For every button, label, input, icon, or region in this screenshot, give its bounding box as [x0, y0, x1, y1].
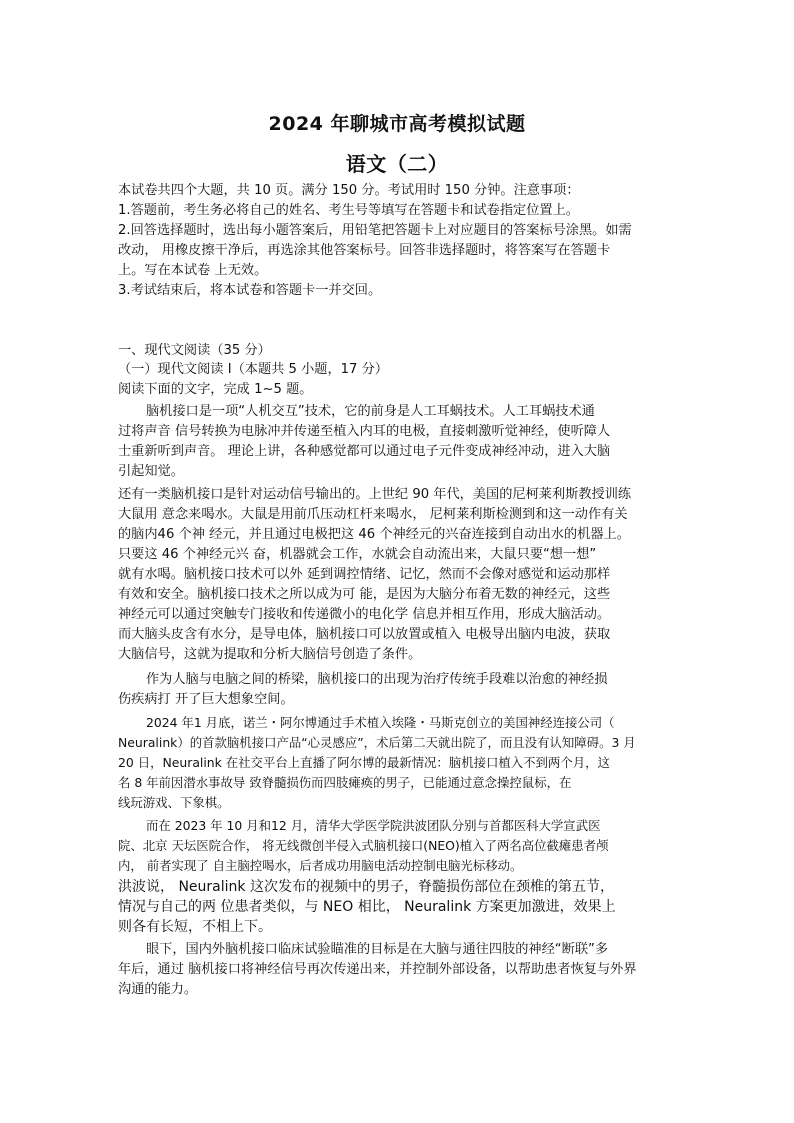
paragraph-7 — [118, 940, 680, 1000]
exam-subtitle: 语文（二） — [345, 152, 449, 176]
paragraph-line: 作为人脑与电脑之间的桥梁，脑机接口的出现为治疗传统手段难以治愈的神经损 — [146, 672, 608, 687]
paragraph-line: 而在 2023 年 10 月和12 月，清华大学医学院洪波团队分别与首都医科大学宣武医 — [146, 818, 601, 833]
paragraph-line: 大脑信号，这就为提取和分析大脑信号创造了条件。 — [118, 647, 422, 662]
section-header — [118, 341, 678, 399]
instruction-line: 上。写在本试卷 上无效。 — [118, 263, 268, 278]
paragraph-line: 20 日，Neuralink 在社交平台上直播了阿尔博的最新情况：脑机接口植入不到两个月，这 — [118, 755, 610, 770]
reading-prompt: 阅读下面的文字，完成 1~5 题。 — [118, 381, 313, 397]
paragraph-5 — [118, 816, 678, 876]
paragraph-line: 引起知觉。 — [118, 464, 184, 479]
paragraph-line: 名 8 年前因潜水事故导 致脊髓损伤而四肢瘫痪的男子，已能通过意念操控鼠标，在 — [118, 775, 572, 790]
section-subheading: （一）现代文阅读 I（本题共 5 小题，17 分） — [118, 362, 389, 378]
paragraph-line: 就有水喝。脑机接口技术可以外 延到调控情绪、记忆，然而不会像对感觉和运动那样 — [118, 567, 611, 582]
paragraph-line: 情况与自己的两 位患者类似，与 NEO 相比， Neuralink 方案更加激进，效果上 — [118, 899, 616, 915]
instruction-line: 1.答题前，考生务必将自己的姓名、考生号等填写在答题卡和试卷指定位置上。 — [118, 203, 579, 218]
paragraph-line: 年后，通过 脑机接口将神经信号再次传递出来，并控制外部设备，以帮助患者恢复与外界 — [118, 962, 637, 977]
paragraph-line: 则各有长短，不相上下。 — [118, 919, 272, 935]
paragraph-line: 神经元可以通过突触专门接收和传递微小的电化学 信息并相互作用，形成大脑活动。 — [118, 607, 611, 622]
instruction-line: 改动， 用橡皮擦干净后，再选涂其他答案标号。回答非选择题时，将答案写在答题卡 — [118, 243, 611, 258]
instruction-line: 2.回答选择题时，选出每小题答案后，用铅笔把答题卡上对应题目的答案标号涂黑。如需 — [118, 223, 632, 238]
paragraph-6 — [118, 877, 678, 937]
paragraph-line: 的脑内46 个神 经元，并且通过电极把这 46 个神经元的兴奋连接到自动出水的机器上。 — [118, 527, 630, 542]
paragraph-line: 院、北京 天坛医院合作， 将无线微创半侵入式脑机接口(NEO)植入了两名高位截瘫患者颅 — [118, 838, 609, 853]
paragraph-line: 伤疾病打 开了巨大想象空间。 — [118, 692, 294, 707]
paragraph-2 — [118, 485, 684, 665]
paragraph-line: 还有一类脑机接口是针对运动信号输出的。上世纪 90 年代，美国的尼柯莱利斯教授训练 — [118, 487, 632, 502]
instruction-line: 3.考试结束后，将本试卷和答题卡一并交回。 — [118, 283, 382, 298]
paragraph-3 — [118, 670, 678, 710]
paragraph-line: 过将声音 信号转换为电脉冲并传递至植入内耳的电极，直接刺激听觉神经，使听障人 — [118, 424, 611, 439]
paragraph-1 — [118, 402, 678, 482]
paragraph-4 — [118, 713, 684, 813]
paragraph-line: 眼下，国内外脑机接口临床试验瞄准的目标是在大脑与通往四肢的神经“断联”多 — [146, 942, 609, 957]
paragraph-line: Neuralink）的首款脑机接口产品“心灵感应”，术后第二天就出院了，而且没有认知障碍。3 月 — [118, 735, 636, 750]
paragraph-line: 内， 前者实现了 自主脑控喝水，后者成功用脑电活动控制电脑光标移动。 — [118, 858, 523, 873]
paragraph-line: 2024 年1 月底，诺兰・阿尔博通过手术植入埃隆・马斯克创立的美国神经连接公司（ — [146, 715, 615, 730]
paragraph-line: 线玩游戏、下象棋。 — [118, 795, 230, 810]
exam-title: 2024 年聊城市高考模拟试题 — [268, 113, 526, 135]
instruction-line: 本试卷共四个大题，共 10 页。满分 150 分。考试用时 150 分钟。注意事项： — [118, 183, 580, 198]
paragraph-line: 而大脑头皮含有水分，是导电体，脑机接口可以放置或植入 电极导出脑内电波，获取 — [118, 627, 611, 642]
section-heading: 一、现代文阅读（35 分） — [118, 343, 271, 358]
paragraph-line: 士重新听到声音。 理论上讲，各种感觉都可以通过电子元件变成神经冲动，进入大脑 — [118, 444, 611, 459]
paragraph-line: 沟通的能力。 — [118, 982, 198, 997]
paragraph-line: 只要这 46 个神经元兴 奋，机器就会工作，水就会自动流出来，大鼠只要“想一想” — [118, 547, 597, 562]
paragraph-line: 有效和安全。脑机接口技术之所以成为可 能，是因为大脑分布着无数的神经元，这些 — [118, 587, 611, 602]
paragraph-line: 脑机接口是一项“人机交互”技术，它的前身是人工耳蜗技术。人工耳蜗技术通 — [146, 404, 595, 419]
paragraph-line: 大鼠用 意念来喝水。大鼠是用前爪压动杠杆来喝水， 尼柯莱利斯检测到和这一动作有关 — [118, 507, 628, 522]
paragraph-line: 洪波说， Neuralink 这次发布的视频中的男子，脊髓损伤部位在颈椎的第五节， — [118, 879, 614, 895]
instructions-block — [118, 181, 678, 301]
